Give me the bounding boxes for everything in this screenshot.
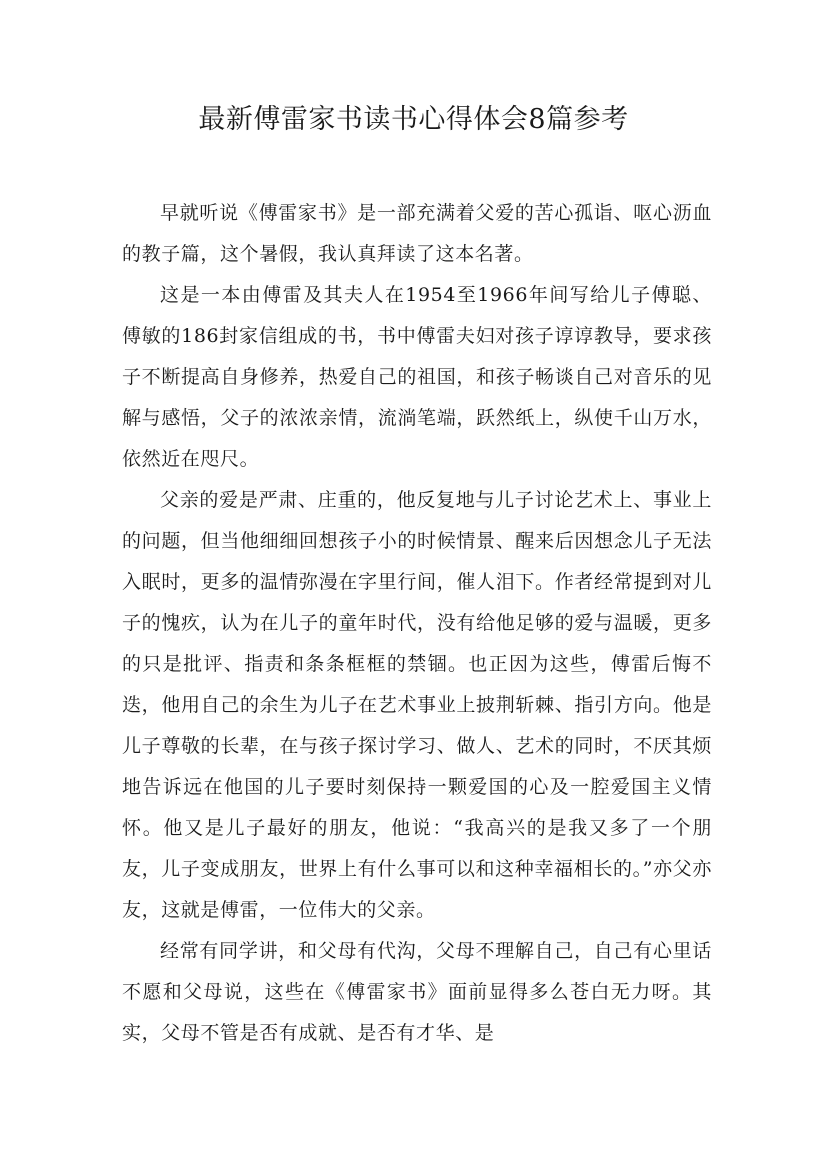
document-body: [122, 193, 712, 1054]
paragraph-1: 早就听说《傅雷家书》是一部充满着父爱的苦心孤诣、呕心沥血的教子篇，这个暑假，我认真拜读了这本名著。: [122, 202, 712, 265]
paragraph-3: 父亲的爱是严肃、庄重的，他反复地与儿子讨论艺术上、事业上的问题，但当他细细回想孩子小的时候情景、醒来后因想念儿子无法入眠时，更多的温情弥漫在字里行间，催人泪下。作者经常提到对儿子的愧疚，认为在儿子的童年时代，没有给他足够的爱与温暖，更多的只是批评、指责和条条框框的禁锢。也正因为这些，傅雷后悔不迭，他用自己的余生为儿子在艺术事业上披荆斩棘、指引方向。他是儿子尊敬的长辈，在与孩子探讨学习、做人、艺术的同时，不厌其烦地告诉远在他国的儿子要时刻保持一颗爱国的心及一腔爱国主义情怀。他又是儿子最好的朋友，他说：“我高兴的是我又多了一个朋友，儿子变成朋友，世界上有什么事可以和这种幸福相长的。”亦父亦友，这就是傅雷，一位伟大的父亲。: [122, 489, 712, 921]
paragraph-4: 经常有同学讲，和父母有代沟，父母不理解自己，自己有心里话不愿和父母说，这些在《傅雷家书》面前显得多么苍白无力呀。其实，父母不管是否有成就、是否有才华、是: [122, 940, 712, 1044]
paragraph-2: 这是一本由傅雷及其夫人在1954至1966年间写给儿子傅聪、傅敏的186封家信组成的书，书中傅雷夫妇对孩子谆谆教导，要求孩子不断提高自身修养，热爱自己的祖国，和孩子畅谈自己对音乐的见解与感悟，父子的浓浓亲情，流淌笔端，跃然纸上，纵使千山万水，依然近在咫尺。: [122, 284, 712, 470]
document-title: 最新傅雷家书读书心得体会8篇参考: [198, 104, 629, 135]
